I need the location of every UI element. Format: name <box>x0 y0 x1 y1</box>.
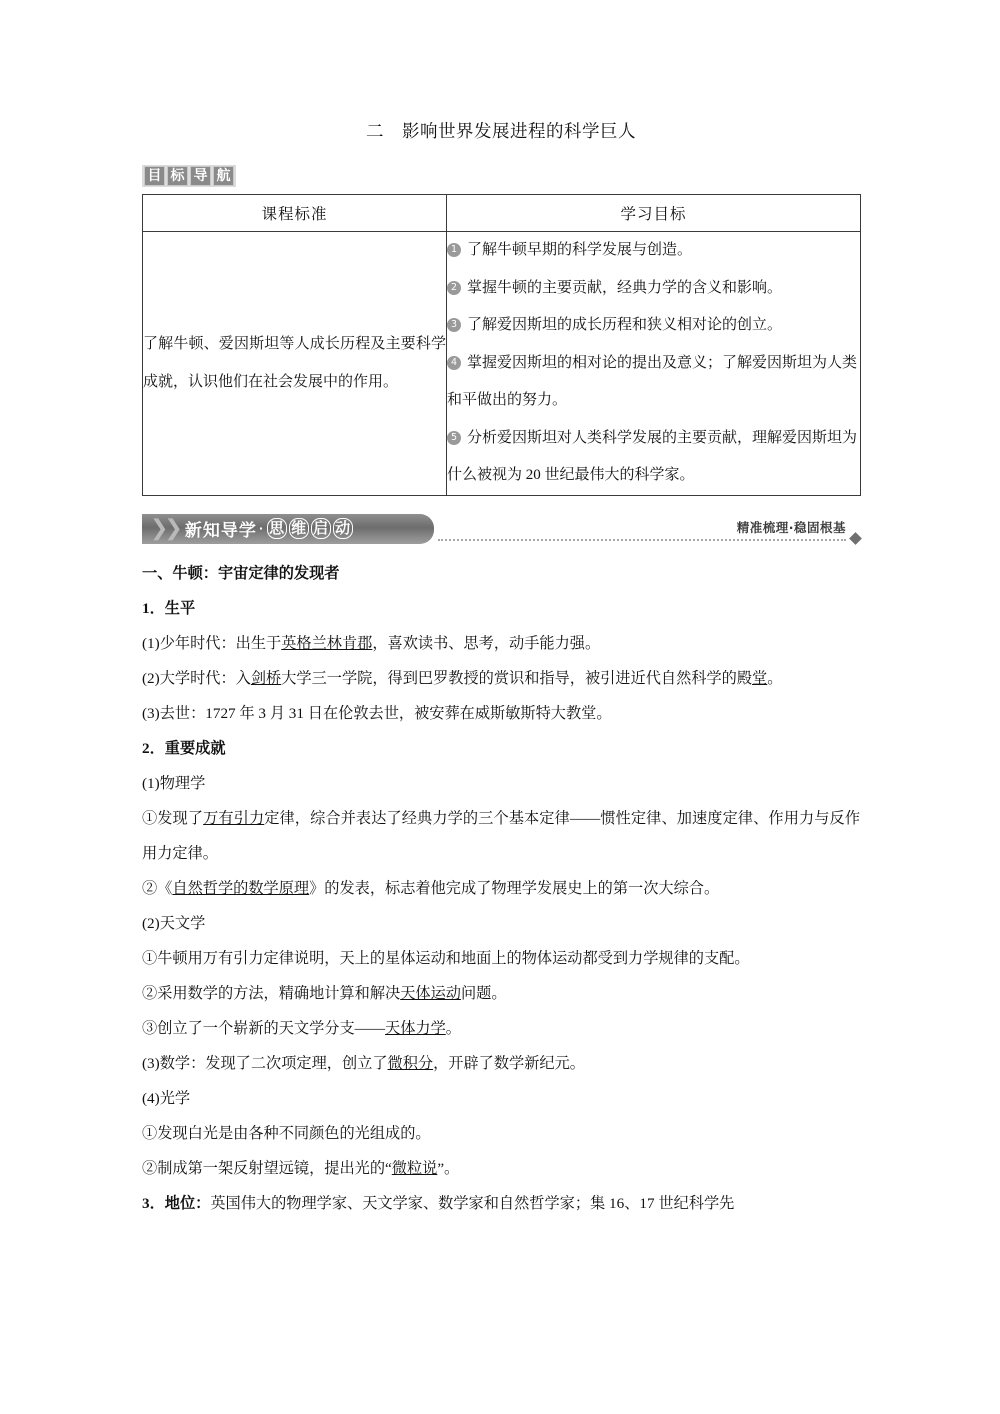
objective-text-2: 掌握牛顿的主要贡献，经典力学的含义和影响。 <box>467 279 783 296</box>
p6-pre: ②《 <box>142 879 173 897</box>
paragraph-9 <box>142 976 860 1011</box>
p11-post: ，开辟了数学新纪元。 <box>433 1054 585 1072</box>
p14-underlined: 微粒说 <box>391 1159 438 1177</box>
p9-post: 问题。 <box>460 984 507 1002</box>
p1-pre: (1)少年时代：出生于 <box>142 634 282 652</box>
banner-diamond-icon <box>849 532 862 545</box>
column-header-objectives: 学习目标 <box>447 195 861 232</box>
p9-pre: ②采用数学的方法，精确地计算和解决 <box>142 984 401 1002</box>
banner-separator: · <box>258 522 265 535</box>
p1-underlined: 英格兰林肯郡 <box>281 634 373 652</box>
p10-underlined: 天体力学 <box>385 1019 446 1037</box>
p5-pre: ①发现了 <box>142 809 204 827</box>
subsection-heading-2: 2．重要成就 <box>142 739 226 757</box>
p10-post: 。 <box>445 1019 461 1037</box>
paragraph-13: ①发现白光是由各种不同颜色的光组成的。 <box>142 1124 431 1142</box>
objective-nav-badge <box>142 165 236 187</box>
paragraph-5 <box>142 801 860 871</box>
page-title-number: 二 <box>366 121 384 141</box>
body-content <box>142 556 860 1221</box>
objective-item-1 <box>447 232 860 270</box>
paragraph-8: ①牛顿用万有引力定律说明，天上的星体运动和地面上的物体运动都受到力学规律的支配。 <box>142 949 750 967</box>
p5-post: 定律，综合并表达了经典力学的三个基本定律——惯性定律、加速度定律、作用力与反作用力定律。 <box>142 809 861 862</box>
p2-pre: (2)大学时代：入 <box>142 669 251 687</box>
banner-bar <box>142 514 434 544</box>
circled-number-3-icon: 3 <box>447 318 461 332</box>
circled-number-1-icon: 1 <box>447 243 461 257</box>
p9-underlined: 天体运动 <box>400 984 461 1002</box>
banner-dotted-line <box>438 539 846 541</box>
badge-char-4: 航 <box>213 166 234 186</box>
paragraph-14 <box>142 1151 860 1186</box>
p2-underlined-2: 堂 <box>752 669 768 687</box>
p5-underlined: 万有引力 <box>203 809 265 827</box>
paragraph-7: (2)天文学 <box>142 914 206 932</box>
banner-subtitle: 精准梳理·稳固根基 <box>736 519 846 535</box>
paragraph-15 <box>142 1186 860 1221</box>
table-row <box>143 232 861 496</box>
paragraph-2 <box>142 661 860 696</box>
paragraph-6 <box>142 871 860 906</box>
p6-underlined: 自然哲学的数学原理 <box>172 879 310 897</box>
banner-ring-char-2: 维 <box>291 519 308 537</box>
circled-number-5-icon: 5 <box>447 431 461 445</box>
p2-post: 。 <box>767 669 783 687</box>
table-header-row <box>143 195 861 232</box>
p2-mid: 大学三一学院，得到巴罗教授的赏识和指导，被引进近代自然科学的殿 <box>281 669 753 687</box>
section-heading: 一、牛顿：宇宙定律的发现者 <box>142 564 340 582</box>
objective-item-2 <box>447 270 860 308</box>
page-title-text: 影响世界发展进程的科学巨人 <box>402 121 636 141</box>
circled-number-4-icon: 4 <box>447 356 461 370</box>
objective-item-4 <box>447 345 860 420</box>
page-content <box>142 0 860 1221</box>
paragraph-10 <box>142 1011 860 1046</box>
paragraph-12: (4)光学 <box>142 1089 191 1107</box>
column-header-standard: 课程标准 <box>143 195 447 232</box>
p15-label: 3．地位： <box>142 1194 211 1212</box>
page-title <box>142 118 860 143</box>
objective-text-4: 掌握爱因斯坦的相对论的提出及意义；了解爱因斯坦为人类和平做出的努力。 <box>447 354 858 408</box>
p1-post: ，喜欢读书、思考，动手能力强。 <box>372 634 601 652</box>
p11-underlined: 微积分 <box>387 1054 434 1072</box>
paragraph-11 <box>142 1046 860 1081</box>
circled-number-2-icon: 2 <box>447 281 461 295</box>
double-chevron-right-icon: ❯❯ <box>150 515 179 541</box>
objective-text-1: 了解牛顿早期的科学发展与创造。 <box>467 242 693 258</box>
p6-post: 》的发表，标志着他完成了物理学发展史上的第一次大综合。 <box>309 879 720 897</box>
paragraph-1 <box>142 626 860 661</box>
banner-ring-char-4: 动 <box>335 519 352 537</box>
badge-char-2: 标 <box>167 166 188 186</box>
section-banner <box>142 514 860 546</box>
objective-item-5 <box>447 420 860 495</box>
p10-pre: ③创立了一个崭新的天文学分支—— <box>142 1019 385 1037</box>
objective-text-5: 分析爱因斯坦对人类科学发展的主要贡献，理解爱因斯坦为什么被视为 20 世纪最伟大的科学家。 <box>447 429 858 483</box>
badge-char-1: 目 <box>144 166 165 186</box>
p2-underlined: 剑桥 <box>250 669 282 687</box>
objectives-table <box>142 194 861 496</box>
subsection-heading-1: 1．生平 <box>142 599 196 617</box>
p14-pre: ②制成第一架反射望远镜，提出光的“ <box>142 1159 392 1177</box>
objective-item-3 <box>447 307 860 345</box>
curriculum-standard-cell: 了解牛顿、爱因斯坦等人成长历程及主要科学成就，认识他们在社会发展中的作用。 <box>143 232 447 496</box>
p14-post: ”。 <box>437 1159 460 1177</box>
learning-objectives-cell <box>447 232 861 496</box>
p15-text: 英国伟大的物理学家、天文学家、数学家和自然哲学家；集 16、17 世纪科学先 <box>210 1194 735 1212</box>
banner-title-plain: 新知导学 <box>184 521 257 541</box>
paragraph-3: (3)去世：1727 年 3 月 31 日在伦敦去世，被安葬在威斯敏斯特大教堂。 <box>142 704 612 722</box>
badge-char-3: 导 <box>190 166 211 186</box>
banner-title <box>185 516 355 541</box>
banner-ring-char-3: 启 <box>313 519 330 537</box>
p11-pre: (3)数学：发现了二次项定理，创立了 <box>142 1054 388 1072</box>
paragraph-4: (1)物理学 <box>142 774 206 792</box>
objective-text-3: 了解爱因斯坦的成长历程和狭义相对论的创立。 <box>467 317 783 333</box>
banner-ring-char-1: 思 <box>269 519 286 537</box>
